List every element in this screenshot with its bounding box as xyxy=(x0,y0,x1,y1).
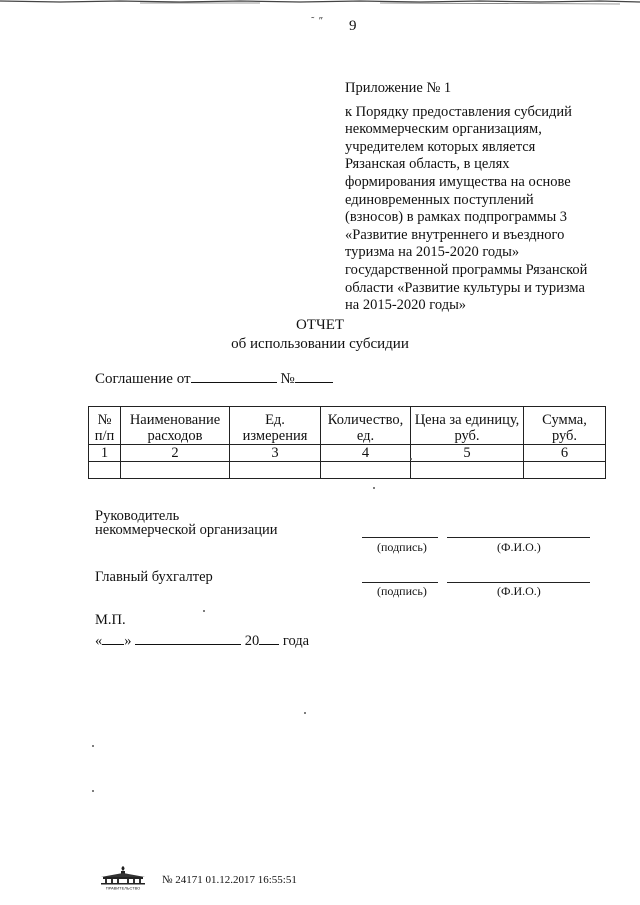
table-cell[interactable] xyxy=(121,462,230,479)
scan-speck xyxy=(410,458,412,460)
government-building-logo xyxy=(97,864,149,890)
header-text: Цена за единицу, xyxy=(414,412,520,428)
appendix-line: (взносов) в рамках подпрограммы 3 xyxy=(345,209,568,226)
page-number: 9 xyxy=(349,18,357,34)
appendix-line: единовременных поступлений xyxy=(345,191,534,208)
table-cell: 3 xyxy=(230,445,321,462)
report-subtitle: об использовании субсидии xyxy=(231,336,409,352)
header-cell-unit-price xyxy=(411,407,524,445)
head-name-caption: (Ф.И.О.) xyxy=(497,540,541,554)
date-close-quote: » xyxy=(124,633,132,649)
appendix-line: области «Развитие культуры и туризма xyxy=(345,279,585,296)
expense-table xyxy=(88,406,606,479)
date-day-field[interactable] xyxy=(102,630,124,645)
stamp-placeholder: М.П. xyxy=(95,612,126,628)
appendix-line: на 2015-2020 годы» xyxy=(345,297,467,314)
date-line xyxy=(95,630,309,650)
date-year-suffix: года xyxy=(282,633,310,649)
header-cell-number xyxy=(89,407,121,445)
scan-speck xyxy=(373,487,375,489)
header-text: руб. xyxy=(454,428,480,444)
head-label-line2: некоммерческой организации xyxy=(95,522,278,538)
appendix-line: некоммерческим организациям, xyxy=(345,121,542,138)
date-year-prefix: 20 xyxy=(244,633,260,649)
accountant-label: Главный бухгалтер xyxy=(95,569,213,585)
appendix-block xyxy=(345,80,630,315)
agreement-line xyxy=(95,368,333,388)
agreement-label: Соглашение от xyxy=(95,371,191,387)
header-text: Наименование xyxy=(129,412,221,428)
accountant-name-caption: (Ф.И.О.) xyxy=(497,584,541,598)
appendix-line: к Порядку предоставления субсидий xyxy=(345,103,572,120)
registration-stamp: № 24171 01.12.2017 16:55:51 xyxy=(162,874,297,886)
table-header-row xyxy=(89,407,606,445)
header-text: измерения xyxy=(242,428,308,444)
table-cell[interactable] xyxy=(321,462,411,479)
scan-speck xyxy=(92,790,94,792)
head-label-line1: Руководитель xyxy=(95,508,180,524)
report-title: ОТЧЕТ xyxy=(295,317,345,333)
scan-edge-artifact xyxy=(0,0,640,8)
table-cell: 5 xyxy=(411,445,524,462)
header-cell-expense-name xyxy=(121,407,230,445)
header-text: Количество, xyxy=(327,412,404,428)
date-year-field[interactable] xyxy=(259,630,279,645)
header-cell-quantity xyxy=(321,407,411,445)
header-cell-sum xyxy=(524,407,606,445)
appendix-line: туризма на 2015-2020 годы» xyxy=(345,244,520,261)
appendix-line: учредителем которых является xyxy=(345,138,536,155)
appendix-line: формирования имущества на основе xyxy=(345,173,571,190)
appendix-line: Рязанская область, в целях xyxy=(345,156,510,173)
table-cell[interactable] xyxy=(89,462,121,479)
scan-speck xyxy=(203,610,205,612)
scan-speck xyxy=(304,712,306,714)
header-text: ед. xyxy=(356,428,375,444)
table-row xyxy=(89,462,606,479)
appendix-line: «Развитие внутреннего и въездного xyxy=(345,226,565,243)
appendix-title: Приложение № 1 xyxy=(345,80,452,96)
header-text: Сумма, xyxy=(542,412,587,428)
table-cell: 2 xyxy=(121,445,230,462)
scan-mark: ˜ ″ xyxy=(311,16,324,27)
logo-text: ПРАВИТЕЛЬСТВО xyxy=(105,885,141,890)
table-cell[interactable] xyxy=(230,462,321,479)
header-text: расходов xyxy=(147,428,203,444)
table-cell: 6 xyxy=(524,445,606,462)
date-open-quote: « xyxy=(95,633,103,649)
table-cell[interactable] xyxy=(411,462,524,479)
header-text: Ед. xyxy=(265,412,285,428)
scan-speck xyxy=(92,745,94,747)
header-text: п/п xyxy=(94,428,115,444)
table-index-row xyxy=(89,445,606,462)
date-month-field[interactable] xyxy=(135,630,241,645)
header-cell-unit xyxy=(230,407,321,445)
agreement-number-field[interactable] xyxy=(295,368,333,383)
table-cell[interactable] xyxy=(524,462,606,479)
accountant-signature-caption: (подпись) xyxy=(377,584,427,598)
head-signature-caption: (подпись) xyxy=(377,540,427,554)
head-name-line[interactable] xyxy=(447,537,590,538)
appendix-line: государственной программы Рязанской xyxy=(345,261,588,278)
header-text: руб. xyxy=(551,428,578,444)
agreement-number-sign: № xyxy=(280,371,295,387)
agreement-date-field[interactable] xyxy=(191,368,277,383)
table-cell: 1 xyxy=(89,445,121,462)
head-signature-line[interactable] xyxy=(362,537,438,538)
header-text: № xyxy=(97,412,112,428)
accountant-signature-line[interactable] xyxy=(362,582,438,583)
table-cell: 4 xyxy=(321,445,411,462)
accountant-name-line[interactable] xyxy=(447,582,590,583)
